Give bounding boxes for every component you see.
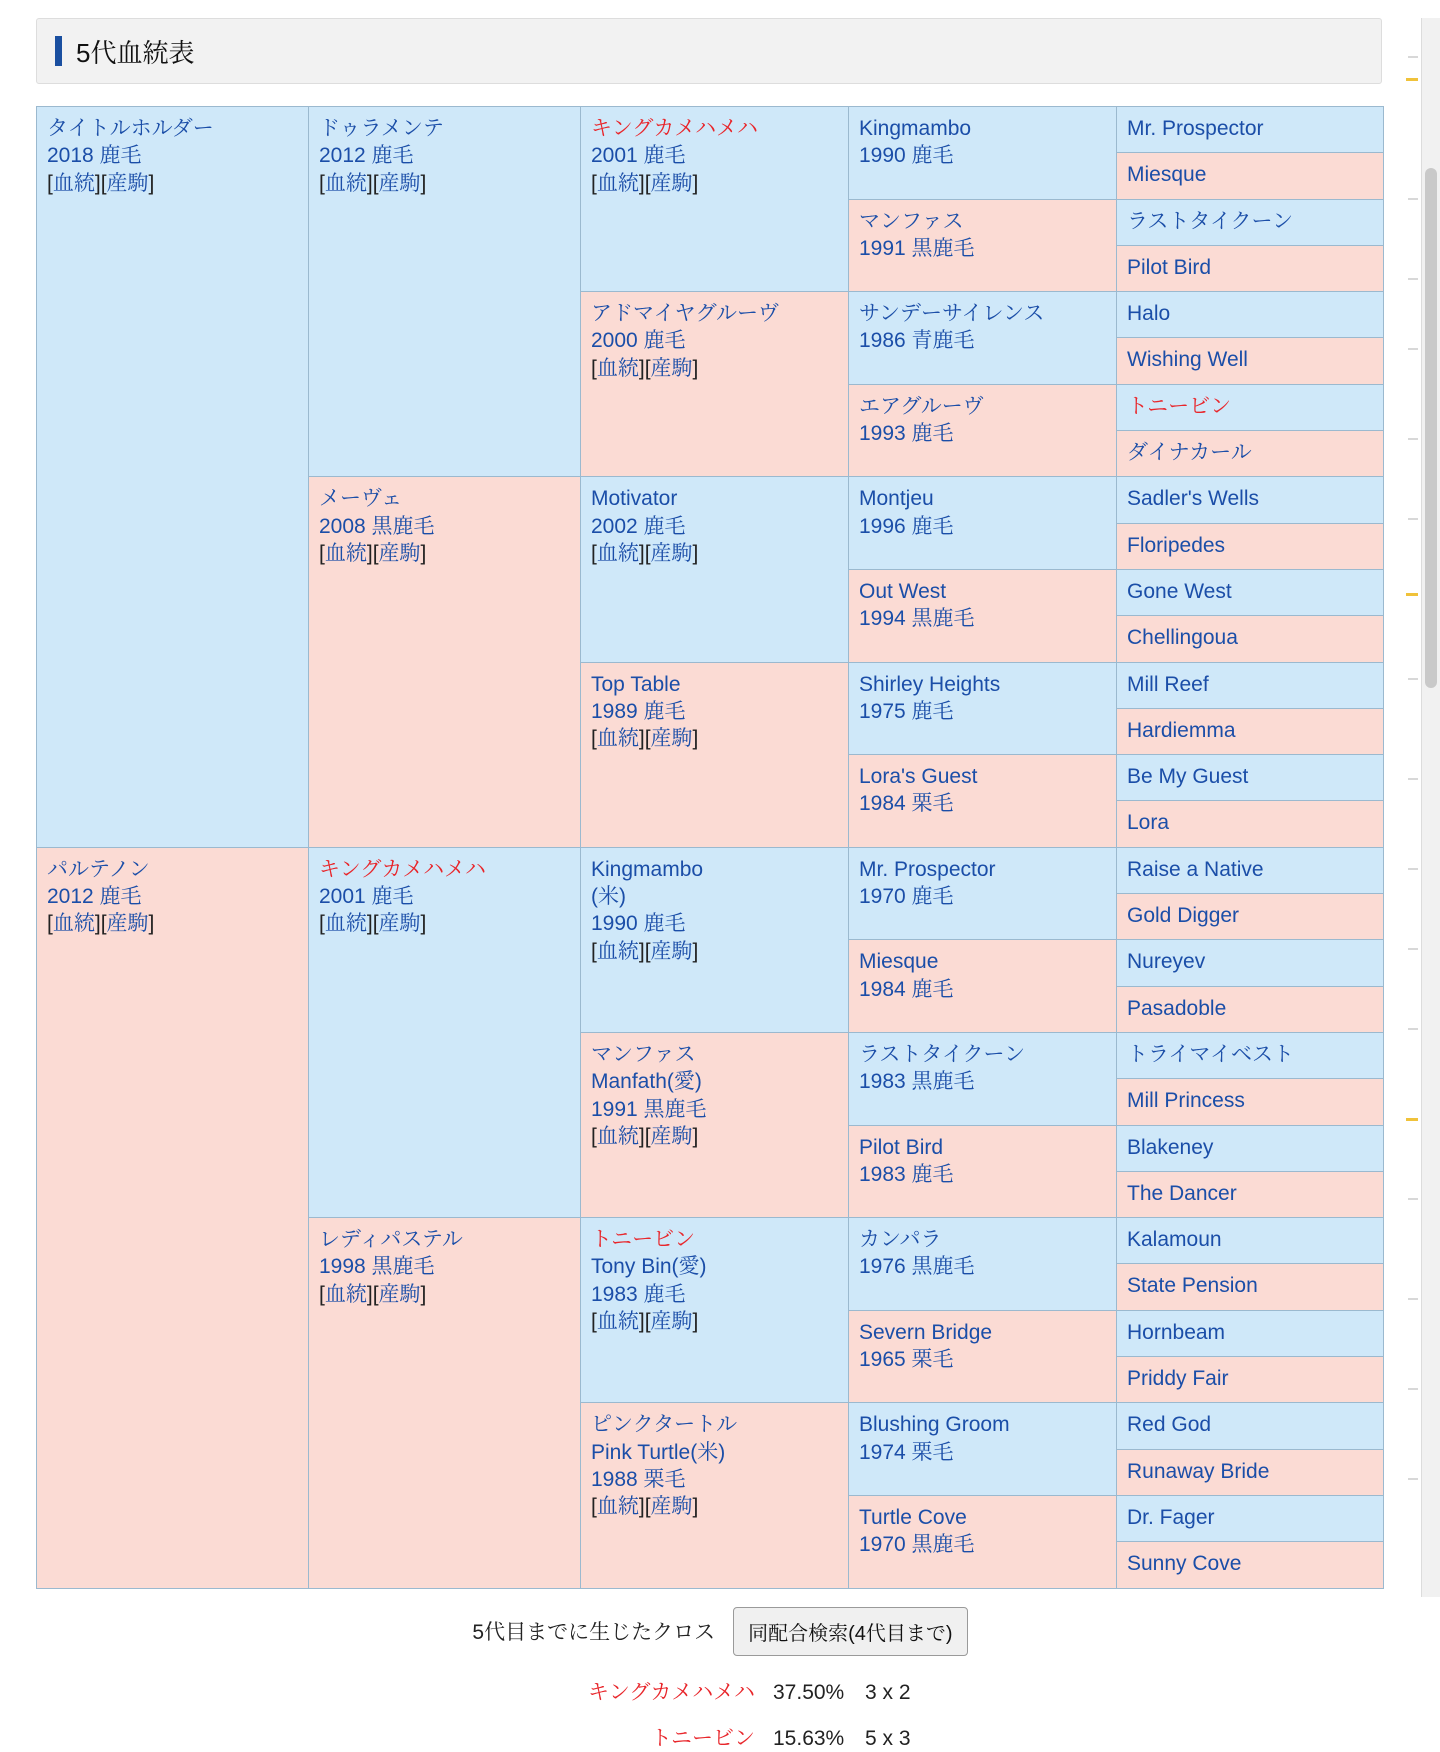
pedigree-cell-gen5-18[interactable] <box>1117 940 1384 986</box>
horse-detail: 1986 青鹿毛 <box>859 329 975 353</box>
pedigree-cell-gen5-22[interactable] <box>1117 1125 1384 1171</box>
pedigree-cell-gen5-3[interactable] <box>1117 245 1384 291</box>
pedigree-cell-gen5-17[interactable] <box>1117 894 1384 940</box>
horse-detail: 2012 鹿毛 <box>319 144 414 168</box>
blood-link[interactable]: 血統 <box>324 541 367 565</box>
pedigree-cell-gen5-25[interactable] <box>1117 1264 1384 1310</box>
pedigree-cell-gen3-6[interactable] <box>581 1218 849 1403</box>
blood-link[interactable]: 血統 <box>596 171 639 195</box>
horse-detail: 2000 鹿毛 <box>591 329 686 353</box>
cross-generations: 5 x 3 <box>865 1726 911 1750</box>
horse-detail: 1989 鹿毛 <box>591 699 686 723</box>
pedigree-cell-gen2-0[interactable] <box>309 107 581 477</box>
pedigree-cell-gen1-0[interactable] <box>37 107 309 848</box>
horse-name[interactable]: Nureyev <box>1127 950 1206 974</box>
pedigree-cell-gen4-6[interactable] <box>849 662 1117 755</box>
horse-name[interactable]: Pilot Bird <box>859 1135 944 1159</box>
horse-links[interactable]: [血統][産駒] <box>591 1124 699 1148</box>
pedigree-cell-gen3-0[interactable] <box>581 107 849 292</box>
horse-name[interactable]: Miesque <box>1127 163 1207 187</box>
horse-links[interactable]: [血統][産駒] <box>591 356 699 380</box>
horse-detail: 2002 鹿毛 <box>591 514 686 538</box>
cross-list <box>0 1676 1440 1752</box>
cross-percent: 37.50% <box>773 1680 845 1704</box>
horse-detail: 1993 鹿毛 <box>859 422 954 446</box>
foal-link[interactable]: 産駒 <box>650 1124 693 1148</box>
horse-name[interactable]: Severn Bridge <box>859 1320 993 1344</box>
horse-name[interactable]: Lora <box>1127 811 1170 835</box>
pedigree-cell-gen4-12[interactable] <box>849 1218 1117 1311</box>
pedigree-cell-gen4-14[interactable] <box>849 1403 1117 1496</box>
pedigree-cell-gen3-5[interactable] <box>581 1032 849 1217</box>
horse-name[interactable]: Blushing Groom <box>859 1413 1010 1437</box>
horse-detail: 1976 黒鹿毛 <box>859 1255 975 1279</box>
pedigree-cell-gen4-5[interactable] <box>849 569 1117 662</box>
horse-name[interactable]: Pilot Bird <box>1127 255 1212 279</box>
horse-name-alt: (米) <box>591 885 626 909</box>
horse-detail: 2001 鹿毛 <box>319 885 414 909</box>
table-row <box>37 107 1384 153</box>
foal-link[interactable]: 産駒 <box>650 1310 693 1334</box>
pedigree-cell-gen4-15[interactable] <box>849 1495 1117 1588</box>
horse-name[interactable]: Miesque <box>859 950 939 974</box>
horse-name[interactable]: Red God <box>1127 1413 1212 1437</box>
horse-detail: 2001 鹿毛 <box>591 144 686 168</box>
horse-name[interactable]: Wishing Well <box>1127 348 1248 372</box>
blood-link[interactable]: 血統 <box>596 1495 639 1519</box>
horse-name[interactable]: マンファス <box>591 1042 696 1066</box>
foal-link[interactable]: 産駒 <box>650 171 693 195</box>
horse-detail: 1990 鹿毛 <box>859 144 954 168</box>
horse-name[interactable]: タイトルホルダー <box>47 117 214 140</box>
cross-horse-name[interactable]: トニービン <box>650 1726 755 1750</box>
horse-name[interactable]: キングカメハメハ <box>591 117 758 140</box>
horse-detail: 2012 鹿毛 <box>47 885 142 909</box>
horse-detail: 1991 黒鹿毛 <box>859 236 975 260</box>
pedigree-cell-gen5-4[interactable] <box>1117 292 1384 338</box>
horse-name[interactable]: Out West <box>859 579 947 603</box>
horse-links[interactable]: [血統][産駒] <box>591 1495 699 1519</box>
horse-name-alt: Tony Bin(愛) <box>591 1255 707 1279</box>
pedigree-cell-gen5-23[interactable] <box>1117 1171 1384 1217</box>
horse-name[interactable]: トニービン <box>1127 394 1232 418</box>
foal-link[interactable]: 産駒 <box>378 171 421 195</box>
pedigree-cell-gen4-10[interactable] <box>849 1032 1117 1125</box>
horse-name[interactable]: Sunny Cove <box>1127 1552 1242 1576</box>
pedigree-cell-gen4-9[interactable] <box>849 940 1117 1033</box>
blood-link[interactable]: 血統 <box>324 912 367 936</box>
foal-link[interactable]: 産駒 <box>650 541 693 565</box>
horse-name[interactable]: ラストタイクーン <box>859 1042 1026 1066</box>
pedigree-cell-gen5-10[interactable] <box>1117 569 1384 615</box>
pedigree-cell-gen4-4[interactable] <box>849 477 1117 570</box>
pedigree-cell-gen2-3[interactable] <box>309 1218 581 1588</box>
pedigree-cell-gen5-9[interactable] <box>1117 523 1384 569</box>
horse-name[interactable]: Lora's Guest <box>859 765 978 789</box>
horse-detail: 1970 鹿毛 <box>859 885 954 909</box>
horse-name[interactable]: キングカメハメハ <box>319 857 486 881</box>
horse-name[interactable]: Mill Reef <box>1127 672 1209 696</box>
pedigree-cell-gen5-11[interactable] <box>1117 616 1384 662</box>
foal-link[interactable]: 産駒 <box>650 356 693 380</box>
blood-link[interactable]: 血統 <box>596 1124 639 1148</box>
pedigree-cell-gen4-1[interactable] <box>849 199 1117 292</box>
cross-generations: 3 x 2 <box>865 1680 911 1704</box>
pedigree-cell-gen3-3[interactable] <box>581 662 849 847</box>
horse-name[interactable]: ラストタイクーン <box>1127 209 1294 233</box>
horse-detail: 1991 黒鹿毛 <box>591 1097 707 1121</box>
blood-link[interactable]: 血統 <box>324 171 367 195</box>
horse-detail: 1975 鹿毛 <box>859 699 954 723</box>
horse-name[interactable]: Gone West <box>1127 579 1232 603</box>
pedigree-table <box>36 106 1384 1589</box>
pedigree-cell-gen3-7[interactable] <box>581 1403 849 1588</box>
pedigree-cell-gen5-2[interactable] <box>1117 199 1384 245</box>
pedigree-cell-gen2-2[interactable] <box>309 847 581 1217</box>
horse-name[interactable]: ピンクタートル <box>591 1413 738 1437</box>
pedigree-cell-gen5-14[interactable] <box>1117 755 1384 801</box>
horse-name[interactable]: Mr. Prospector <box>859 857 996 881</box>
horse-name[interactable]: Top Table <box>591 672 681 696</box>
horse-detail: 1990 鹿毛 <box>591 912 686 936</box>
horse-name[interactable]: カンパラ <box>859 1228 942 1252</box>
foal-link[interactable]: 産駒 <box>378 541 421 565</box>
horse-detail: 1983 鹿毛 <box>591 1282 686 1306</box>
horse-detail: 1965 栗毛 <box>859 1348 954 1372</box>
horse-name[interactable]: マンファス <box>859 209 964 233</box>
cross-label: 5代目までに生じたクロス <box>472 1621 716 1644</box>
horse-name[interactable]: Kingmambo <box>591 857 704 881</box>
horse-name[interactable]: Priddy Fair <box>1127 1367 1229 1391</box>
horse-detail: 2008 黒鹿毛 <box>319 514 435 538</box>
pedigree-cell-gen5-19[interactable] <box>1117 986 1384 1032</box>
foal-link[interactable]: 産駒 <box>650 1495 693 1519</box>
horse-name[interactable]: Shirley Heights <box>859 672 1001 696</box>
pedigree-cell-gen4-2[interactable] <box>849 292 1117 385</box>
pedigree-cell-gen5-13[interactable] <box>1117 708 1384 754</box>
horse-links[interactable]: [血統][産駒] <box>47 171 155 195</box>
foal-link[interactable]: 産駒 <box>106 171 149 195</box>
foal-link[interactable]: 産駒 <box>378 1282 421 1306</box>
horse-detail: 1974 栗毛 <box>859 1440 954 1464</box>
pedigree-cell-gen5-31[interactable] <box>1117 1542 1384 1588</box>
horse-name[interactable]: エアグルーヴ <box>859 394 984 418</box>
horse-detail: 1983 黒鹿毛 <box>859 1070 975 1094</box>
pedigree-cell-gen5-30[interactable] <box>1117 1495 1384 1541</box>
foal-link[interactable]: 産駒 <box>650 939 693 963</box>
list-item <box>0 1722 1440 1752</box>
pedigree-cell-gen5-29[interactable] <box>1117 1449 1384 1495</box>
pedigree-cell-gen5-15[interactable] <box>1117 801 1384 847</box>
horse-detail: 2018 鹿毛 <box>47 144 142 168</box>
pedigree-cell-gen3-2[interactable] <box>581 477 849 662</box>
header-accent-bar <box>55 36 62 66</box>
pedigree-cell-gen4-8[interactable] <box>849 847 1117 940</box>
horse-name-alt: Pink Turtle(米) <box>591 1440 726 1464</box>
pedigree-cell-gen1-1[interactable] <box>37 847 309 1588</box>
blood-link[interactable]: 血統 <box>596 727 639 751</box>
cross-horse-name[interactable]: キングカメハメハ <box>588 1680 755 1704</box>
blood-link[interactable]: 血統 <box>596 1310 639 1334</box>
horse-links[interactable]: [血統][産駒] <box>319 171 427 195</box>
blood-link[interactable]: 血統 <box>596 939 639 963</box>
pedigree-cell-gen3-4[interactable] <box>581 847 849 1032</box>
horse-links[interactable]: [血統][産駒] <box>591 1310 699 1334</box>
horse-name[interactable]: Hardiemma <box>1127 718 1236 742</box>
horse-name[interactable]: Kalamoun <box>1127 1228 1222 1252</box>
horse-links[interactable]: [血統][産駒] <box>319 541 427 565</box>
pedigree-page <box>0 18 1440 1750</box>
table-row <box>37 847 1384 893</box>
pedigree-cell-gen4-3[interactable] <box>849 384 1117 477</box>
horse-name[interactable]: ドゥラメンテ <box>319 117 444 140</box>
horse-detail: 1994 黒鹿毛 <box>859 607 975 631</box>
pedigree-cell-gen5-0[interactable] <box>1117 107 1384 153</box>
horse-name[interactable]: Mill Princess <box>1127 1089 1245 1113</box>
horse-links[interactable]: [血統][産駒] <box>319 912 427 936</box>
horse-links[interactable]: [血統][産駒] <box>591 541 699 565</box>
scrollbar[interactable] <box>1421 18 1440 1597</box>
horse-links[interactable]: [血統][産駒] <box>591 727 699 751</box>
horse-name[interactable]: Montjeu <box>859 487 934 511</box>
blood-link[interactable]: 血統 <box>596 541 639 565</box>
blood-link[interactable]: 血統 <box>52 171 95 195</box>
pedigree-cell-gen5-6[interactable] <box>1117 384 1384 430</box>
horse-detail: 1970 黒鹿毛 <box>859 1533 975 1557</box>
horse-detail: 1984 栗毛 <box>859 792 954 816</box>
horse-links[interactable]: [血統][産駒] <box>319 1282 427 1306</box>
horse-name[interactable]: メーヴェ <box>319 487 403 511</box>
page-header <box>36 18 1382 84</box>
horse-detail: 1984 鹿毛 <box>859 977 954 1001</box>
pedigree-cell-gen4-7[interactable] <box>849 755 1117 848</box>
horse-name[interactable]: Gold Digger <box>1127 904 1240 928</box>
horse-name[interactable]: Pasadoble <box>1127 996 1227 1020</box>
blood-link[interactable]: 血統 <box>596 356 639 380</box>
pedigree-cell-gen4-0[interactable] <box>849 107 1117 200</box>
horse-name[interactable]: ダイナカール <box>1127 441 1252 465</box>
cross-header <box>0 1607 1440 1656</box>
scrollbar-thumb[interactable] <box>1425 168 1437 688</box>
horse-name[interactable]: Sadler's Wells <box>1127 487 1259 511</box>
pedigree-cell-gen5-8[interactable] <box>1117 477 1384 523</box>
foal-link[interactable]: 産駒 <box>106 912 149 936</box>
foal-link[interactable]: 産駒 <box>378 912 421 936</box>
horse-detail: 1996 鹿毛 <box>859 514 954 538</box>
pedigree-cell-gen5-24[interactable] <box>1117 1218 1384 1264</box>
horse-name[interactable]: Motivator <box>591 487 678 511</box>
horse-name[interactable]: Dr. Fager <box>1127 1505 1215 1529</box>
pedigree-cell-gen5-12[interactable] <box>1117 662 1384 708</box>
pedigree-cell-gen5-1[interactable] <box>1117 153 1384 199</box>
pedigree-cell-gen5-27[interactable] <box>1117 1357 1384 1403</box>
horse-links[interactable]: [血統][産駒] <box>47 912 155 936</box>
pedigree-cell-gen5-26[interactable] <box>1117 1310 1384 1356</box>
horse-name[interactable]: The Dancer <box>1127 1181 1237 1205</box>
horse-links[interactable]: [血統][産駒] <box>591 171 699 195</box>
pedigree-cell-gen5-5[interactable] <box>1117 338 1384 384</box>
horse-name[interactable]: Floripedes <box>1127 533 1226 557</box>
horse-name[interactable]: Be My Guest <box>1127 765 1249 789</box>
horse-links[interactable]: [血統][産駒] <box>591 939 699 963</box>
same-mating-search-button[interactable]: 同配合検索(4代目まで) <box>733 1607 967 1656</box>
horse-detail: 1983 鹿毛 <box>859 1162 954 1186</box>
pedigree-cell-gen2-1[interactable] <box>309 477 581 847</box>
horse-detail: 1998 黒鹿毛 <box>319 1255 435 1279</box>
horse-name-alt: Manfath(愛) <box>591 1070 702 1094</box>
horse-name[interactable]: Turtle Cove <box>859 1505 967 1529</box>
page-title: 5代血統表 <box>76 37 195 68</box>
horse-detail: 1988 栗毛 <box>591 1467 686 1491</box>
horse-name[interactable]: サンデーサイレンス <box>859 302 1045 326</box>
pedigree-cell-gen5-16[interactable] <box>1117 847 1384 893</box>
horse-name[interactable]: Kingmambo <box>859 117 972 140</box>
pedigree-cell-gen4-11[interactable] <box>849 1125 1117 1218</box>
horse-name[interactable]: Halo <box>1127 302 1171 326</box>
cross-percent: 15.63% <box>773 1726 845 1750</box>
horse-name[interactable]: レディパステル <box>319 1228 463 1252</box>
pedigree-cell-gen5-20[interactable] <box>1117 1032 1384 1078</box>
horse-name[interactable]: Hornbeam <box>1127 1320 1226 1344</box>
horse-name[interactable]: トニービン <box>591 1228 696 1252</box>
horse-name[interactable]: Raise a Native <box>1127 857 1264 881</box>
horse-name[interactable]: パルテノン <box>47 857 150 881</box>
horse-name[interactable]: トライマイベスト <box>1127 1042 1294 1066</box>
foal-link[interactable]: 産駒 <box>650 727 693 751</box>
list-item <box>0 1676 1440 1706</box>
horse-name[interactable]: Mr. Prospector <box>1127 117 1264 140</box>
blood-link[interactable]: 血統 <box>324 1282 367 1306</box>
pedigree-cell-gen5-21[interactable] <box>1117 1079 1384 1125</box>
horse-name[interactable]: State Pension <box>1127 1274 1258 1298</box>
horse-name[interactable]: Chellingoua <box>1127 626 1238 650</box>
pedigree-cell-gen5-28[interactable] <box>1117 1403 1384 1449</box>
horse-name[interactable]: アドマイヤグルーヴ <box>591 302 779 326</box>
pedigree-cell-gen3-1[interactable] <box>581 292 849 477</box>
blood-link[interactable]: 血統 <box>52 912 95 936</box>
pedigree-cell-gen4-13[interactable] <box>849 1310 1117 1403</box>
horse-name[interactable]: Blakeney <box>1127 1135 1214 1159</box>
horse-name[interactable]: Runaway Bride <box>1127 1459 1270 1483</box>
pedigree-cell-gen5-7[interactable] <box>1117 431 1384 477</box>
